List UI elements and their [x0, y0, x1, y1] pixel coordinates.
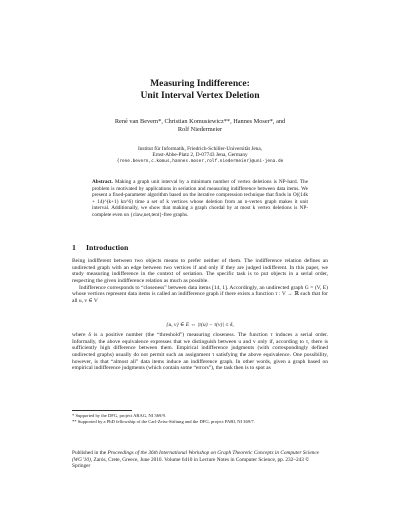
publication-prefix: Published in the: [72, 450, 108, 456]
title-line-2: Unit Interval Vertex Deletion: [140, 89, 260, 101]
publication-note: [72, 450, 328, 470]
footnote-rule: [72, 410, 132, 411]
author-emails: {rene.bevern,c.komus,hannes.moser,rolf.niedermeier}@uni-jena.de: [116, 158, 284, 164]
affiliation-line-1: Institut für Informatik, Friedrich-Schiller-Universität Jena,: [137, 146, 263, 152]
section-title: Introduction: [86, 243, 129, 252]
paper-title: [72, 78, 328, 101]
abstract: [92, 179, 308, 218]
publication-details: , Zarós, Crete, Greece, June 2010. Volume 6410 in Lecture Notes in Computer Science, pp. 232–243 © Springer: [72, 456, 310, 470]
authors: [72, 118, 328, 135]
section-number: 1: [72, 243, 76, 252]
authors-line-1: René van Bevern*, Christian Komusiewicz**, Hannes Moser*, and: [114, 118, 286, 125]
abstract-text: Making a graph unit interval by a minimum number of vertex deletions is NP-hard. The problem is motivated by applications in seriation and measuring indifference between data items. We present a fixed-parameter algorithm based on the iterative compression technique that finds in O((14k + 14)^(k+1) kn^6) time a set of k vertices whose deletion from an n-vertex graph makes it unit interval. Additionally, we show that making a graph chordal by at most k vertex deletions is NP-complete even on {claw,net,tent}-free graphs.: [92, 179, 309, 218]
intro-paragraph: where δ is a positive number (the “threshold”) measuring closeness. The function τ induces a serial order. Informally, the above equivalence expresses that we distinguish between u and v only if, according to τ, there is sufficiently high difference between them. Empirical indifference judgments (with correspondingly defined undirected graphs) usually do not permit such an assignment τ satisfying the above equivalence. One possibility, however, is that “almost all” data items induce an indifference graph. In other words, given a graph based on empirical indifference judgments (which contain some “errors”), the task then is to spot as: [72, 332, 328, 372]
title-line-1: Measuring Indifference:: [150, 78, 250, 89]
affiliation-line-2: Ernst-Abbe-Platz 2, D-07743 Jena, Germany: [152, 152, 248, 159]
publication-venue: Proceedings of the 36th International Workshop on Graph Theoretic Concepts in Computer Science (WG’10): [72, 450, 320, 463]
affiliation: [72, 146, 328, 165]
footnotes: [72, 413, 328, 424]
abstract-label: Abstract.: [92, 179, 113, 185]
equation: {u, v} ∈ E ⇔ |τ(u) − τ(v)| ≤ δ,: [166, 322, 234, 328]
intro-paragraph: Being indifferent between two objects means to prefer neither of them. The indifference relation defines an undirected graph with an edge between two vertices if and only if they are judged indifferent. In this paper, we study measuring indifference in the context of seriation. The specific task is to put objects in a serial order, respecting the given indifference relation as much as possible.: [72, 258, 328, 284]
footnote-1: * Supported by the DFG, project ARAG, NI 369/9.: [72, 413, 167, 418]
intro-text: [72, 258, 328, 305]
intro-paragraph: Indifference corresponds to “closeness” between data items [14, 1]. Accordingly, an undirected graph G = (V, E) whose vertices represent data items is called an indifference graph if there exists a function τ : V → ℝ such that for all u, v ∈ V: [72, 284, 328, 304]
section-heading: [72, 243, 328, 252]
footnote-2: ** Supported by a PhD fellowship of the Carl-Zeiss-Stiftung and the DFG, project PABI, NI 369/7.: [72, 418, 255, 424]
intro-continuation: [72, 332, 328, 372]
authors-line-2: Rolf Niedermeier: [177, 126, 223, 134]
